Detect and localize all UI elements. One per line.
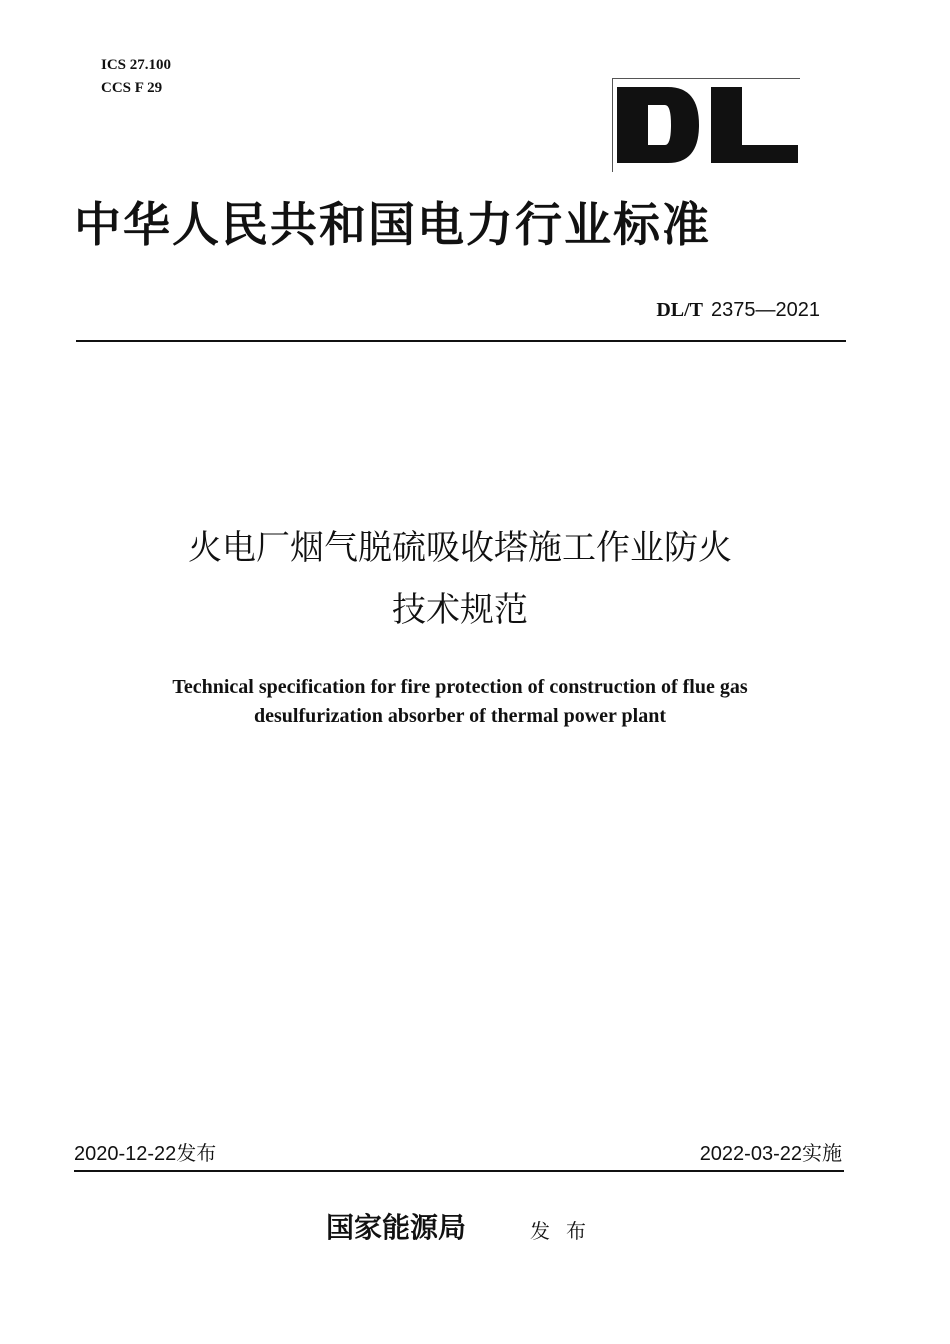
classification-codes bbox=[101, 54, 171, 100]
english-title-line2: desulfurization absorber of thermal power plant bbox=[253, 705, 667, 727]
issue-date: 2020-12-22发布 bbox=[74, 1143, 217, 1165]
publisher-name: 国家能源局 bbox=[326, 1211, 467, 1244]
ics-code: ICS 27.100 bbox=[101, 57, 172, 73]
implementation-date: 2022-03-22实施 bbox=[699, 1143, 842, 1165]
standard-number bbox=[656, 296, 820, 324]
dl-logo-icon bbox=[613, 79, 800, 172]
chinese-title-line2: 技术规范 bbox=[392, 590, 528, 630]
chinese-title-line1: 火电厂烟气脱硫吸收塔施工作业防火 bbox=[188, 528, 732, 568]
standard-number-code: 2375—2021 bbox=[711, 299, 820, 321]
header-divider bbox=[76, 340, 846, 342]
footer-divider bbox=[74, 1170, 844, 1172]
dl-standard-logo bbox=[612, 78, 800, 172]
publisher-action: 发布 bbox=[530, 1219, 602, 1243]
english-title-line1: Technical specification for fire protection of construction of flue gas bbox=[172, 676, 748, 698]
ccs-code: CCS F 29 bbox=[101, 80, 163, 96]
industry-standard-title: 中华人民共和国电力行业标准 bbox=[74, 198, 711, 253]
standard-number-prefix: DL/T bbox=[656, 299, 704, 321]
